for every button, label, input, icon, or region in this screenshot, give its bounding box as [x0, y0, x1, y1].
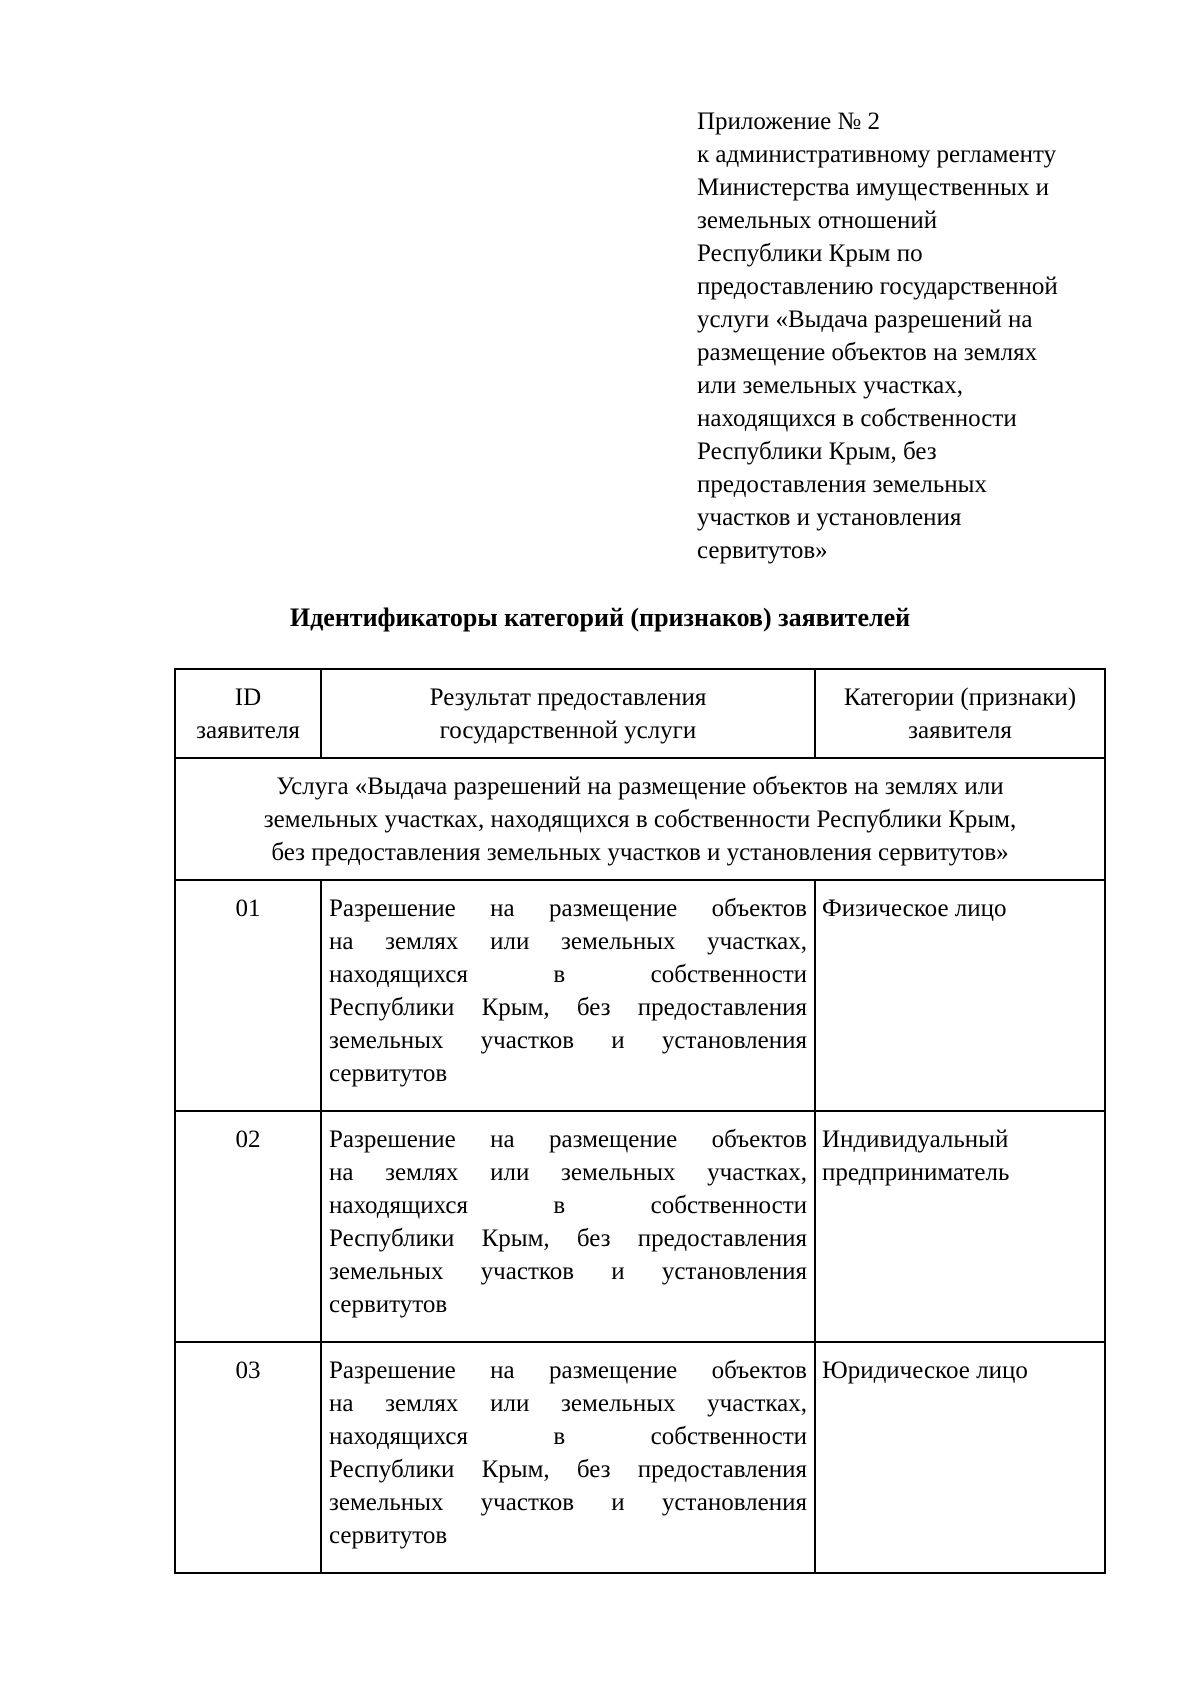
- category-cell: [815, 1342, 1105, 1573]
- header-id-line: ID: [234, 683, 262, 711]
- result-line: Разрешение на размещение объектов: [329, 1357, 807, 1384]
- category-line: предприниматель: [822, 1159, 1010, 1186]
- applicant-id-cell: 01: [175, 880, 321, 1111]
- appendix-line: размещение объектов на землях: [697, 339, 1038, 366]
- result-line: сервитутов: [329, 1060, 448, 1087]
- category-line: Индивидуальный: [822, 1126, 1009, 1153]
- result-line: находящихся в собственности: [329, 1423, 807, 1450]
- appendix-line: предоставлению государственной: [697, 273, 1058, 300]
- category-line: Физическое лицо: [822, 895, 1007, 922]
- service-line: Услуга «Выдача разрешений на размещение объектов на землях или: [276, 772, 1004, 800]
- appendix-line: находящихся в собственности: [697, 405, 1017, 432]
- appendix-line: услуги «Выдача разрешений на: [697, 306, 1033, 333]
- header-result: [321, 669, 815, 758]
- table-row: [175, 880, 1105, 1111]
- appendix-line: или земельных участках,: [697, 372, 963, 399]
- result-line: на землях или земельных участках,: [329, 1159, 807, 1186]
- applicant-id-cell: 02: [175, 1111, 321, 1342]
- appendix-line: Республики Крым, без: [697, 438, 937, 465]
- result-cell: [321, 880, 815, 1111]
- appendix-line: земельных отношений: [697, 207, 938, 234]
- header-category: [815, 669, 1105, 758]
- result-cell: [321, 1342, 815, 1573]
- header-id: [175, 669, 321, 758]
- result-line: сервитутов: [329, 1522, 448, 1549]
- result-line: на землях или земельных участках,: [329, 1390, 807, 1417]
- result-line: на землях или земельных участках,: [329, 928, 807, 955]
- appendix-line: Приложение № 2: [697, 108, 881, 135]
- category-cell: [815, 880, 1105, 1111]
- result-line: земельных участков и установления: [329, 1258, 807, 1285]
- appendix-line: участков и установления: [697, 504, 962, 531]
- applicant-identifiers-table: [174, 668, 1106, 1574]
- appendix-line: предоставления земельных: [697, 471, 987, 498]
- result-line: земельных участков и установления: [329, 1027, 807, 1054]
- appendix-note: [697, 105, 1167, 567]
- header-category-line: Категории (признаки): [843, 683, 1077, 711]
- result-line: Разрешение на размещение объектов: [329, 895, 807, 922]
- header-category-line: заявителя: [908, 716, 1012, 744]
- category-line: Юридическое лицо: [822, 1357, 1028, 1384]
- service-row: [175, 758, 1105, 880]
- result-line: земельных участков и установления: [329, 1489, 807, 1516]
- result-line: Республики Крым, без предоставления: [329, 1225, 807, 1252]
- service-line: земельных участках, находящихся в собственности Республики Крым,: [263, 805, 1017, 833]
- applicant-id-cell: 03: [175, 1342, 321, 1573]
- appendix-line: Республики Крым по: [697, 240, 923, 267]
- table-row: [175, 1342, 1105, 1573]
- result-line: находящихся в собственности: [329, 961, 807, 988]
- table-header-row: [175, 669, 1105, 758]
- document-title: Идентификаторы категорий (признаков) заявителей: [289, 603, 911, 632]
- service-cell: [175, 758, 1105, 880]
- header-id-line: заявителя: [196, 716, 300, 744]
- result-line: Республики Крым, без предоставления: [329, 994, 807, 1021]
- header-result-line: Результат предоставления: [429, 683, 707, 711]
- table-row: [175, 1111, 1105, 1342]
- result-line: находящихся в собственности: [329, 1192, 807, 1219]
- header-result-line: государственной услуги: [439, 716, 697, 744]
- result-line: сервитутов: [329, 1291, 448, 1318]
- result-cell: [321, 1111, 815, 1342]
- appendix-line: сервитутов»: [697, 537, 828, 564]
- appendix-line: к административному регламенту: [697, 141, 1057, 168]
- result-line: Разрешение на размещение объектов: [329, 1126, 807, 1153]
- appendix-line: Министерства имущественных и: [697, 174, 1049, 201]
- result-line: Республики Крым, без предоставления: [329, 1456, 807, 1483]
- service-line: без предоставления земельных участков и установления сервитутов»: [271, 838, 1009, 866]
- category-cell: [815, 1111, 1105, 1342]
